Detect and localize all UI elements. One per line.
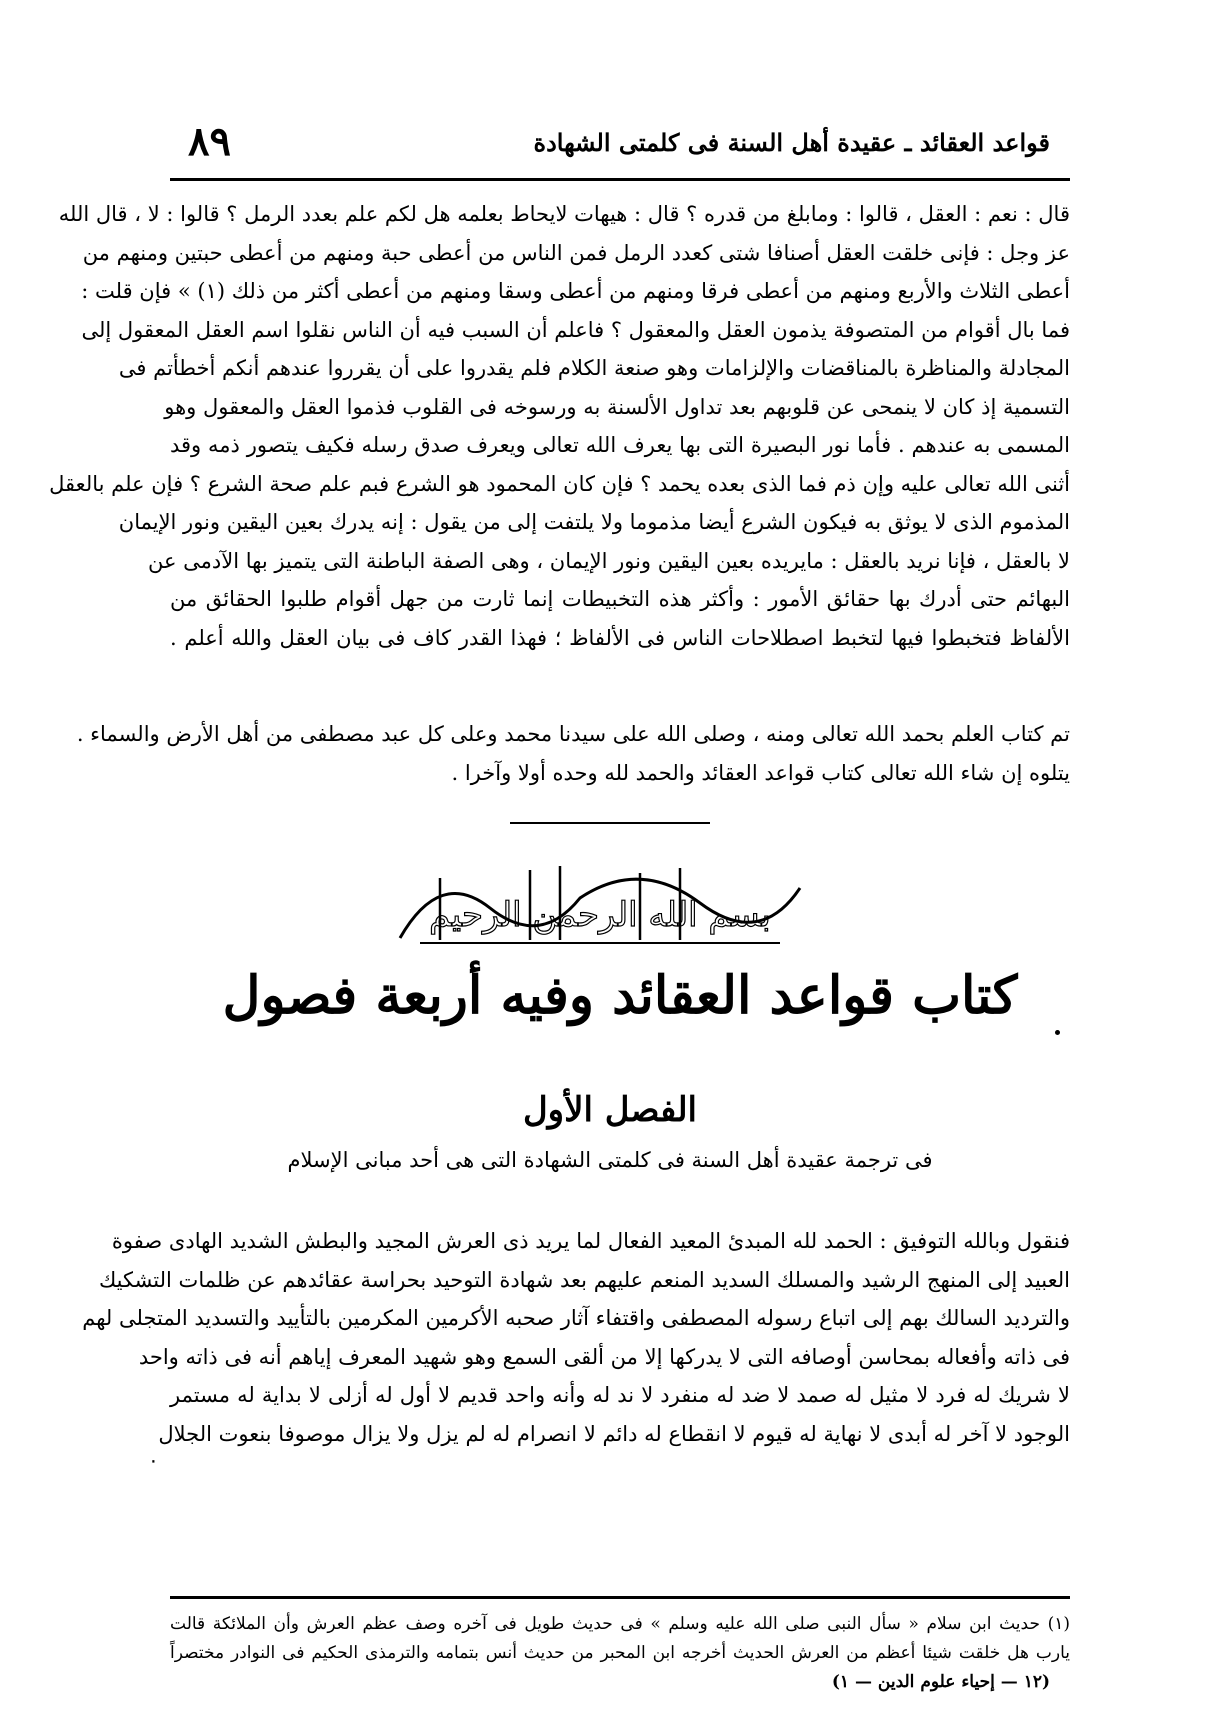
text-line: المسمى به عندهم . فأما نور البصيرة التى بها يعرف الله تعالى ويعرف صدق رسله فكيف يتصور ذمه وقد [170, 433, 1070, 457]
footnote-line: (١) حديث ابن سلام « سأل النبى صلى الله عليه وسلم » فى حديث طويل فى آخره وصف عظم العرش وأن الملائكة قالت [170, 1614, 1070, 1634]
text-line: الألفاظ فتخبطوا فيها لتخبط اصطلاحات الناس فى الألفاظ ؛ فهذا القدر كاف فى بيان العقل والله أعلم . [170, 625, 1070, 650]
header-rule [170, 178, 1070, 181]
footnote-line: يارب هل خلقت شيئا أعظم من العرش الحديث أخرجه ابن المحبر من حديث أنس بتمامه والترمذى الحكيم فى النوادر مختصراً [170, 1643, 1070, 1663]
text-line: المجادلة والمناظرة بالمناقضات والإلزامات وهو صنعة الكلام فلم يقدروا على أن يقرروا عندهم أنكم أخطأتم فى [118, 356, 1070, 380]
intellect-paragraph [49, 195, 1070, 657]
text-line: البهائم حتى أدرك بها حقائق الأمور : وأكثر هذه التخبيطات إنما ثارت من جهل أقوام طلبوا الحقائق من [170, 587, 1070, 611]
text-line: المذموم الذى لا يوثق به فيكون الشرع أيضا مذموما ولا يلتفت إلى من يقول : إنه يدرك بعين اليقين ونور الإيمان [118, 510, 1070, 534]
text-line: أعطى الثلاث والأربع ومنهم من أعطى فرقا ومنهم من أعطى وسقا ومنهم من أعطى أكثر من ذلك (١) » فإن قلت : [81, 279, 1070, 303]
margin-dot [1055, 1030, 1060, 1035]
text-line: والترديد السالك بهم إلى اتباع رسوله المصطفى واقتفاء آثار صحبه الأكرمين المكرمين بالتأييد والتسديد المتجلى لهم [82, 1306, 1070, 1330]
section-separator [510, 822, 710, 824]
running-title: قواعد العقائد ـ عقيدة أهل السنة فى كلمتى الشهادة [533, 128, 1050, 157]
text-line: يتلوه إن شاء الله تعالى كتاب قواعد العقائد والحمد لله وحده أولا وآخرا . [451, 760, 1070, 785]
text-line: تم كتاب العلم بحمد الله تعالى ومنه ، وصلى الله على سيدنا محمد وعلى كل عبد مصطفى من أهل الأرض والسماء . [76, 722, 1070, 746]
text-line: العبيد إلى المنهج الرشيد والمسلك السديد المنعم عليهم بعد شهادة التوحيد بحراسة عقائدهم عن ظلمات التشكيك [98, 1267, 1070, 1292]
book-closing-note [76, 715, 1070, 792]
footnotes [170, 1610, 1070, 1697]
text-line: عز وجل : فإنى خلقت العقل أصنافا شتى كعدد الرمل فمن الناس من أعطى حبة ومنهم من أعطى حبتين ومنهم من [82, 240, 1070, 265]
text-line: لا شريك له فرد لا مثيل له صمد لا ضد له منفرد لا ند له وأنه واحد قديم لا أول له أزلى لا بداية له مستمر [170, 1383, 1070, 1407]
text-line: فى ذاته وأفعاله بمحاسن أوصافه التى لا يدركها إلا من ألقى السمع وهو شهيد المعرف إياهم أنه فى ذاته واحد [138, 1344, 1070, 1369]
footnote-rule [170, 1596, 1070, 1599]
page-number: ٨٩ [188, 118, 231, 165]
chapter-title: الفصل الأول [522, 1090, 698, 1130]
margin-marker: ٠ [148, 1448, 159, 1472]
signature-line: (١٢ — إحياء علوم الدين — ١) [831, 1672, 1050, 1692]
chapter-subtitle: فى ترجمة عقيدة أهل السنة فى كلمتى الشهادة التى هى أحد مبانى الإسلام [287, 1148, 933, 1172]
basmala-text: بسم الله الرحمن الرحيم [429, 895, 771, 935]
creed-paragraph [82, 1222, 1070, 1453]
text-line: قال : نعم : العقل ، قالوا : ومابلغ من قدره ؟ قال : هيهات لايحاط بعلمه هل لكم علم بعدد الرمل ؟ قالوا : لا ، قال الله [58, 202, 1070, 226]
text-line: فنقول وبالله التوفيق : الحمد لله المبدئ المعيد الفعال لما يريد ذى العرش المجيد والبطش الشديد الهادى صفوة [111, 1229, 1070, 1253]
text-line: فما بال أقوام من المتصوفة يذمون العقل والمعقول ؟ فاعلم أن السبب فيه أن الناس نقلوا اسم العقل المعقول إلى [81, 317, 1070, 342]
text-line: التسمية إذ كان لا ينمحى عن قلوبهم بعد تداول الألسنة به ورسوخه فى القلوب فذموا العقل والمعقول وهو [164, 394, 1070, 419]
page-header [170, 118, 1070, 178]
basmala-calligraphy [380, 848, 820, 958]
text-line: لا بالعقل ، فإنا نريد بالعقل : مايريده بعين اليقين ونور الإيمان ، وهى الصفة الباطنة التى يتميز بها الآدمى عن [147, 548, 1070, 573]
text-line: أثنى الله تعالى عليه وإن ذم فما الذى بعده يحمد ؟ فإن كان المحمود هو الشرع فبم علم صحة الشرع ؟ فإن علم بالعقل [49, 471, 1070, 496]
text-line: الوجود لا آخر له أبدى لا نهاية له قيوم لا انقطاع له دائم لا انصرام له لم يزل ولا يزال موصوفا بنعوت الجلال [158, 1421, 1070, 1446]
book-title: كتاب قواعد العقائد وفيه أربعة فصول [222, 965, 1018, 1026]
